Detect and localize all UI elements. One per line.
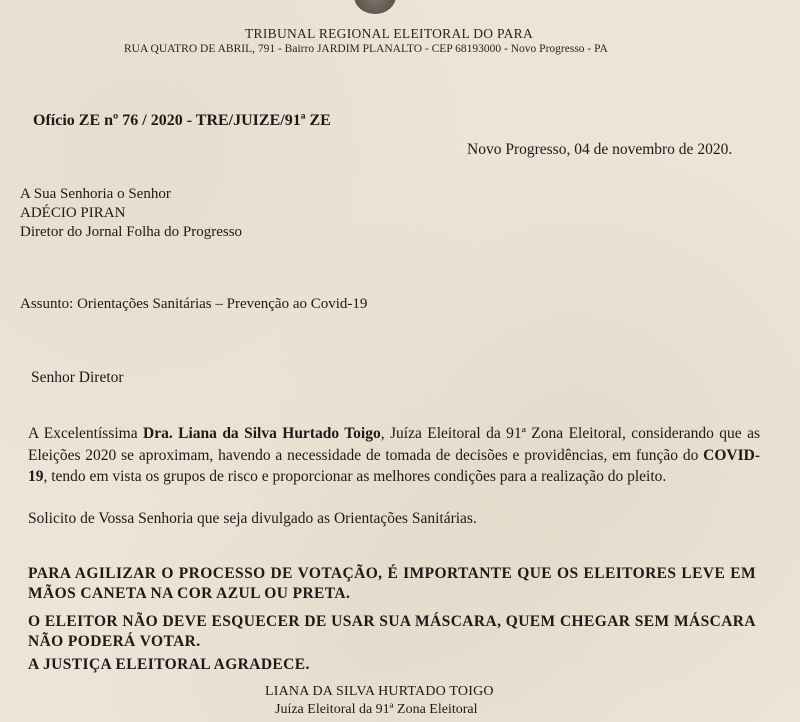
institution-title: TRIBUNAL REGIONAL ELEITORAL DO PARA: [245, 26, 533, 41]
body-text-part-c: , tendo em vista os grupos de risco e proporcionar as melhores condições para a realização do pleito.: [43, 468, 667, 485]
document-reference: Ofício ZE nº 76 / 2020 - TRE/JUIZE/91ª ZE: [33, 112, 331, 129]
notice-mask: O ELEITOR NÃO DEVE ESQUECER DE USAR SUA MÁSCARA, QUEM CHEGAR SEM MÁSCARA NÃO PODERÁ VOTAR.: [28, 613, 756, 650]
notice-pen: PARA AGILIZAR O PROCESSO DE VOTAÇÃO, É IMPORTANTE QUE OS ELEITORES LEVE EM MÃOS CANETA NA COR AZUL OU PRETA.: [28, 565, 756, 602]
signature-name: LIANA DA SILVA HURTADO TOIGO: [265, 684, 494, 699]
recipient-salutation-line: A Sua Senhoria o Senhor: [20, 186, 171, 202]
recipient-name: ADÉCIO PIRAN: [20, 205, 126, 221]
institution-address: RUA QUATRO DE ABRIL, 791 - Bairro JARDIM PLANALTO - CEP 68193000 - Novo Progresso - PA: [124, 43, 608, 55]
request-paragraph: Solicito de Vossa Senhoria que seja divulgado as Orientações Sanitárias.: [28, 510, 477, 527]
subject-line: Assunto: Orientações Sanitárias – Prevenção ao Covid-19: [20, 296, 368, 312]
judge-name: Dra. Liana da Silva Hurtado Toigo: [143, 425, 381, 442]
signature-title: Juíza Eleitoral da 91ª Zona Eleitoral: [275, 702, 478, 717]
body-text-part-a: A Excelentíssima: [28, 425, 144, 442]
salutation: Senhor Diretor: [31, 369, 124, 386]
body-text-part-b: , Juíza Eleitoral da 91ª Zona Eleitoral, considerando que as Eleições 2020 se aproximam, havendo a necessidade de tomada de decisões e providências, em função do: [28, 425, 760, 464]
coat-of-arms-seal: [354, 0, 396, 14]
body-paragraph: [28, 423, 760, 488]
covid-term: COVID-19: [28, 446, 760, 485]
notice-thanks: A JUSTIÇA ELEITORAL AGRADECE.: [28, 656, 310, 673]
recipient-role: Diretor do Jornal Folha do Progresso: [20, 224, 243, 240]
date-line: Novo Progresso, 04 de novembro de 2020.: [467, 141, 733, 158]
